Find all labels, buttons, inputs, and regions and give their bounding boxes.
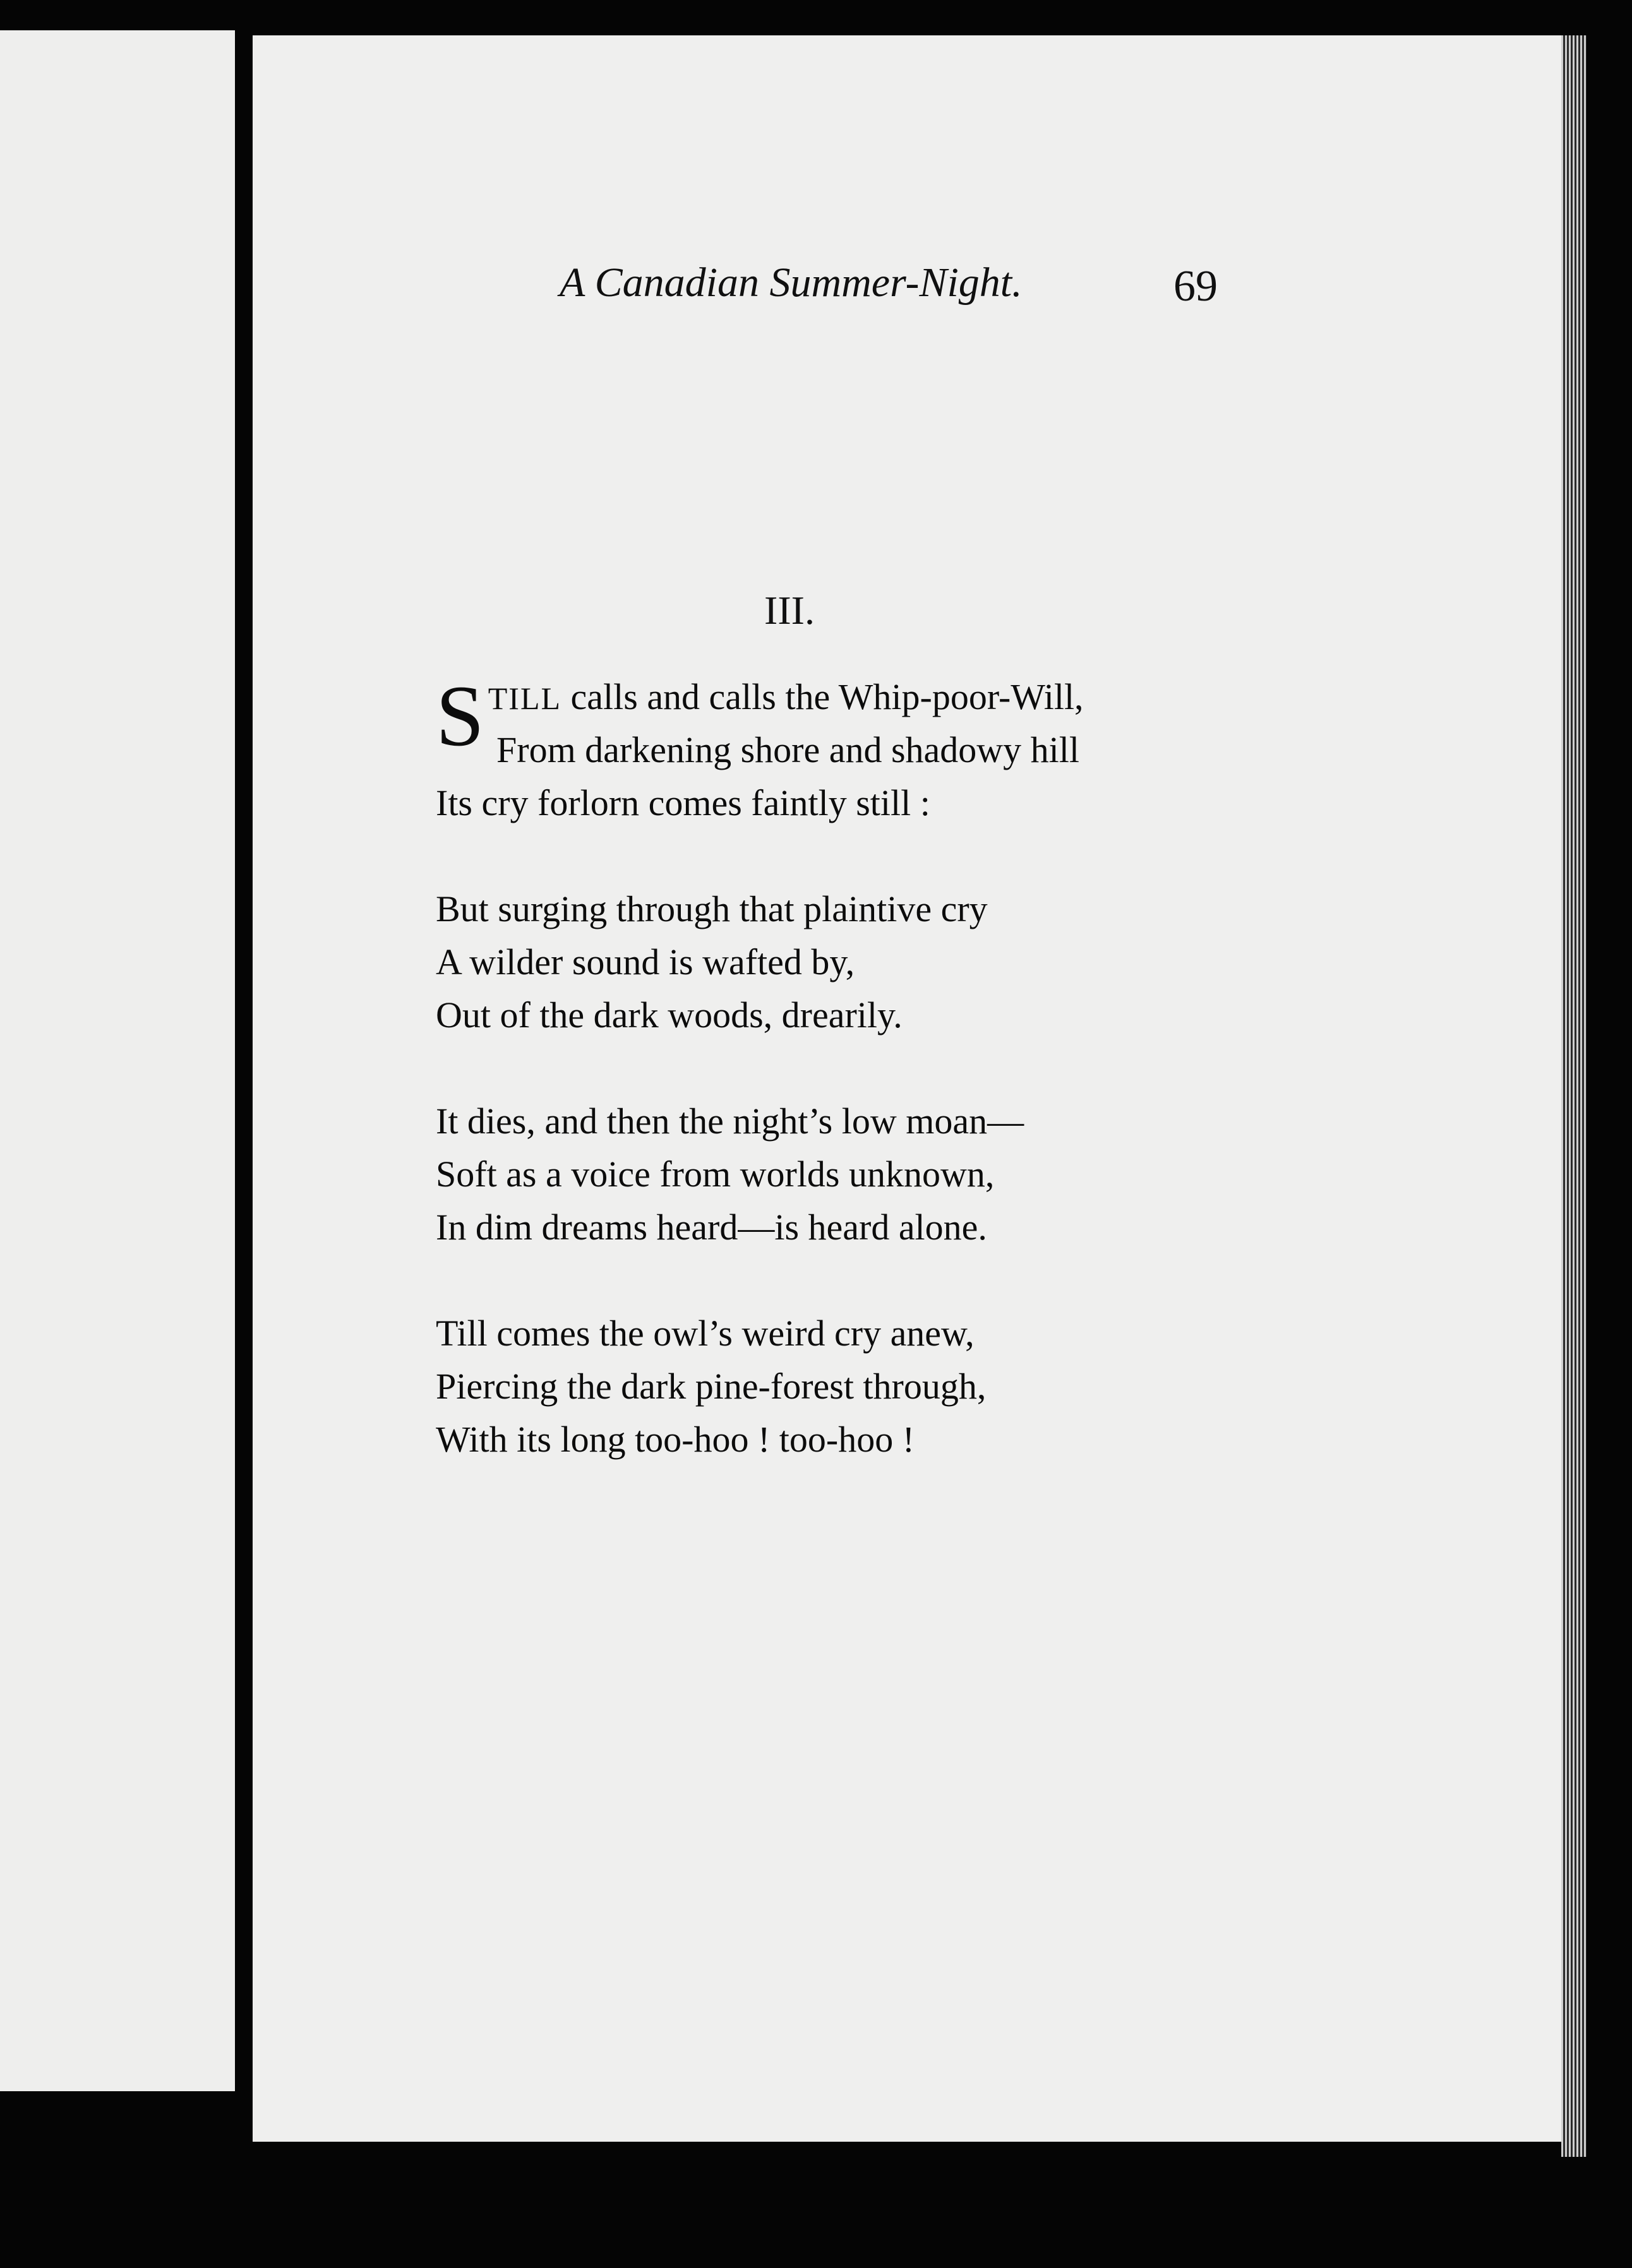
poem-line: Till comes the owl’s weird cry anew, bbox=[436, 1313, 975, 1354]
drop-cap: S bbox=[436, 667, 484, 764]
poem-body bbox=[436, 667, 1232, 1519]
poem-line: Out of the dark woods, drearily. bbox=[436, 994, 903, 1036]
poem-line: Its cry forlorn comes faintly still : bbox=[436, 782, 930, 823]
stanza bbox=[436, 1307, 1232, 1466]
poem-line: Piercing the dark pine-forest through, bbox=[436, 1366, 987, 1407]
book-gutter bbox=[235, 0, 253, 2268]
stanza bbox=[436, 1095, 1232, 1254]
poem-line: It dies, and then the night’s low moan— bbox=[436, 1101, 1024, 1142]
poem-line: But surging through that plaintive cry bbox=[436, 888, 988, 929]
poem-line bbox=[436, 671, 1232, 724]
first-line-rest: calls and calls the Whip-poor-Will, bbox=[561, 676, 1084, 717]
poem-line: From darkening shore and shadowy hill bbox=[496, 729, 1080, 770]
poem-line: With its long too-hoo ! too-hoo ! bbox=[436, 1419, 915, 1460]
poem-line: Soft as a voice from worlds unknown, bbox=[436, 1154, 995, 1195]
poem-line: A wilder sound is wafted by, bbox=[436, 941, 855, 982]
poem-line: In dim dreams heard—is heard alone. bbox=[436, 1207, 987, 1248]
page-block-edges bbox=[1561, 35, 1587, 2157]
page-number: 69 bbox=[1173, 262, 1218, 311]
section-number: III. bbox=[764, 588, 815, 633]
stanza bbox=[436, 667, 1232, 830]
running-head: A Canadian Summer-Night. bbox=[560, 260, 1023, 306]
facing-page-edge bbox=[0, 30, 235, 2091]
stanza bbox=[436, 883, 1232, 1042]
first-word-smallcaps: TILL bbox=[488, 681, 562, 716]
